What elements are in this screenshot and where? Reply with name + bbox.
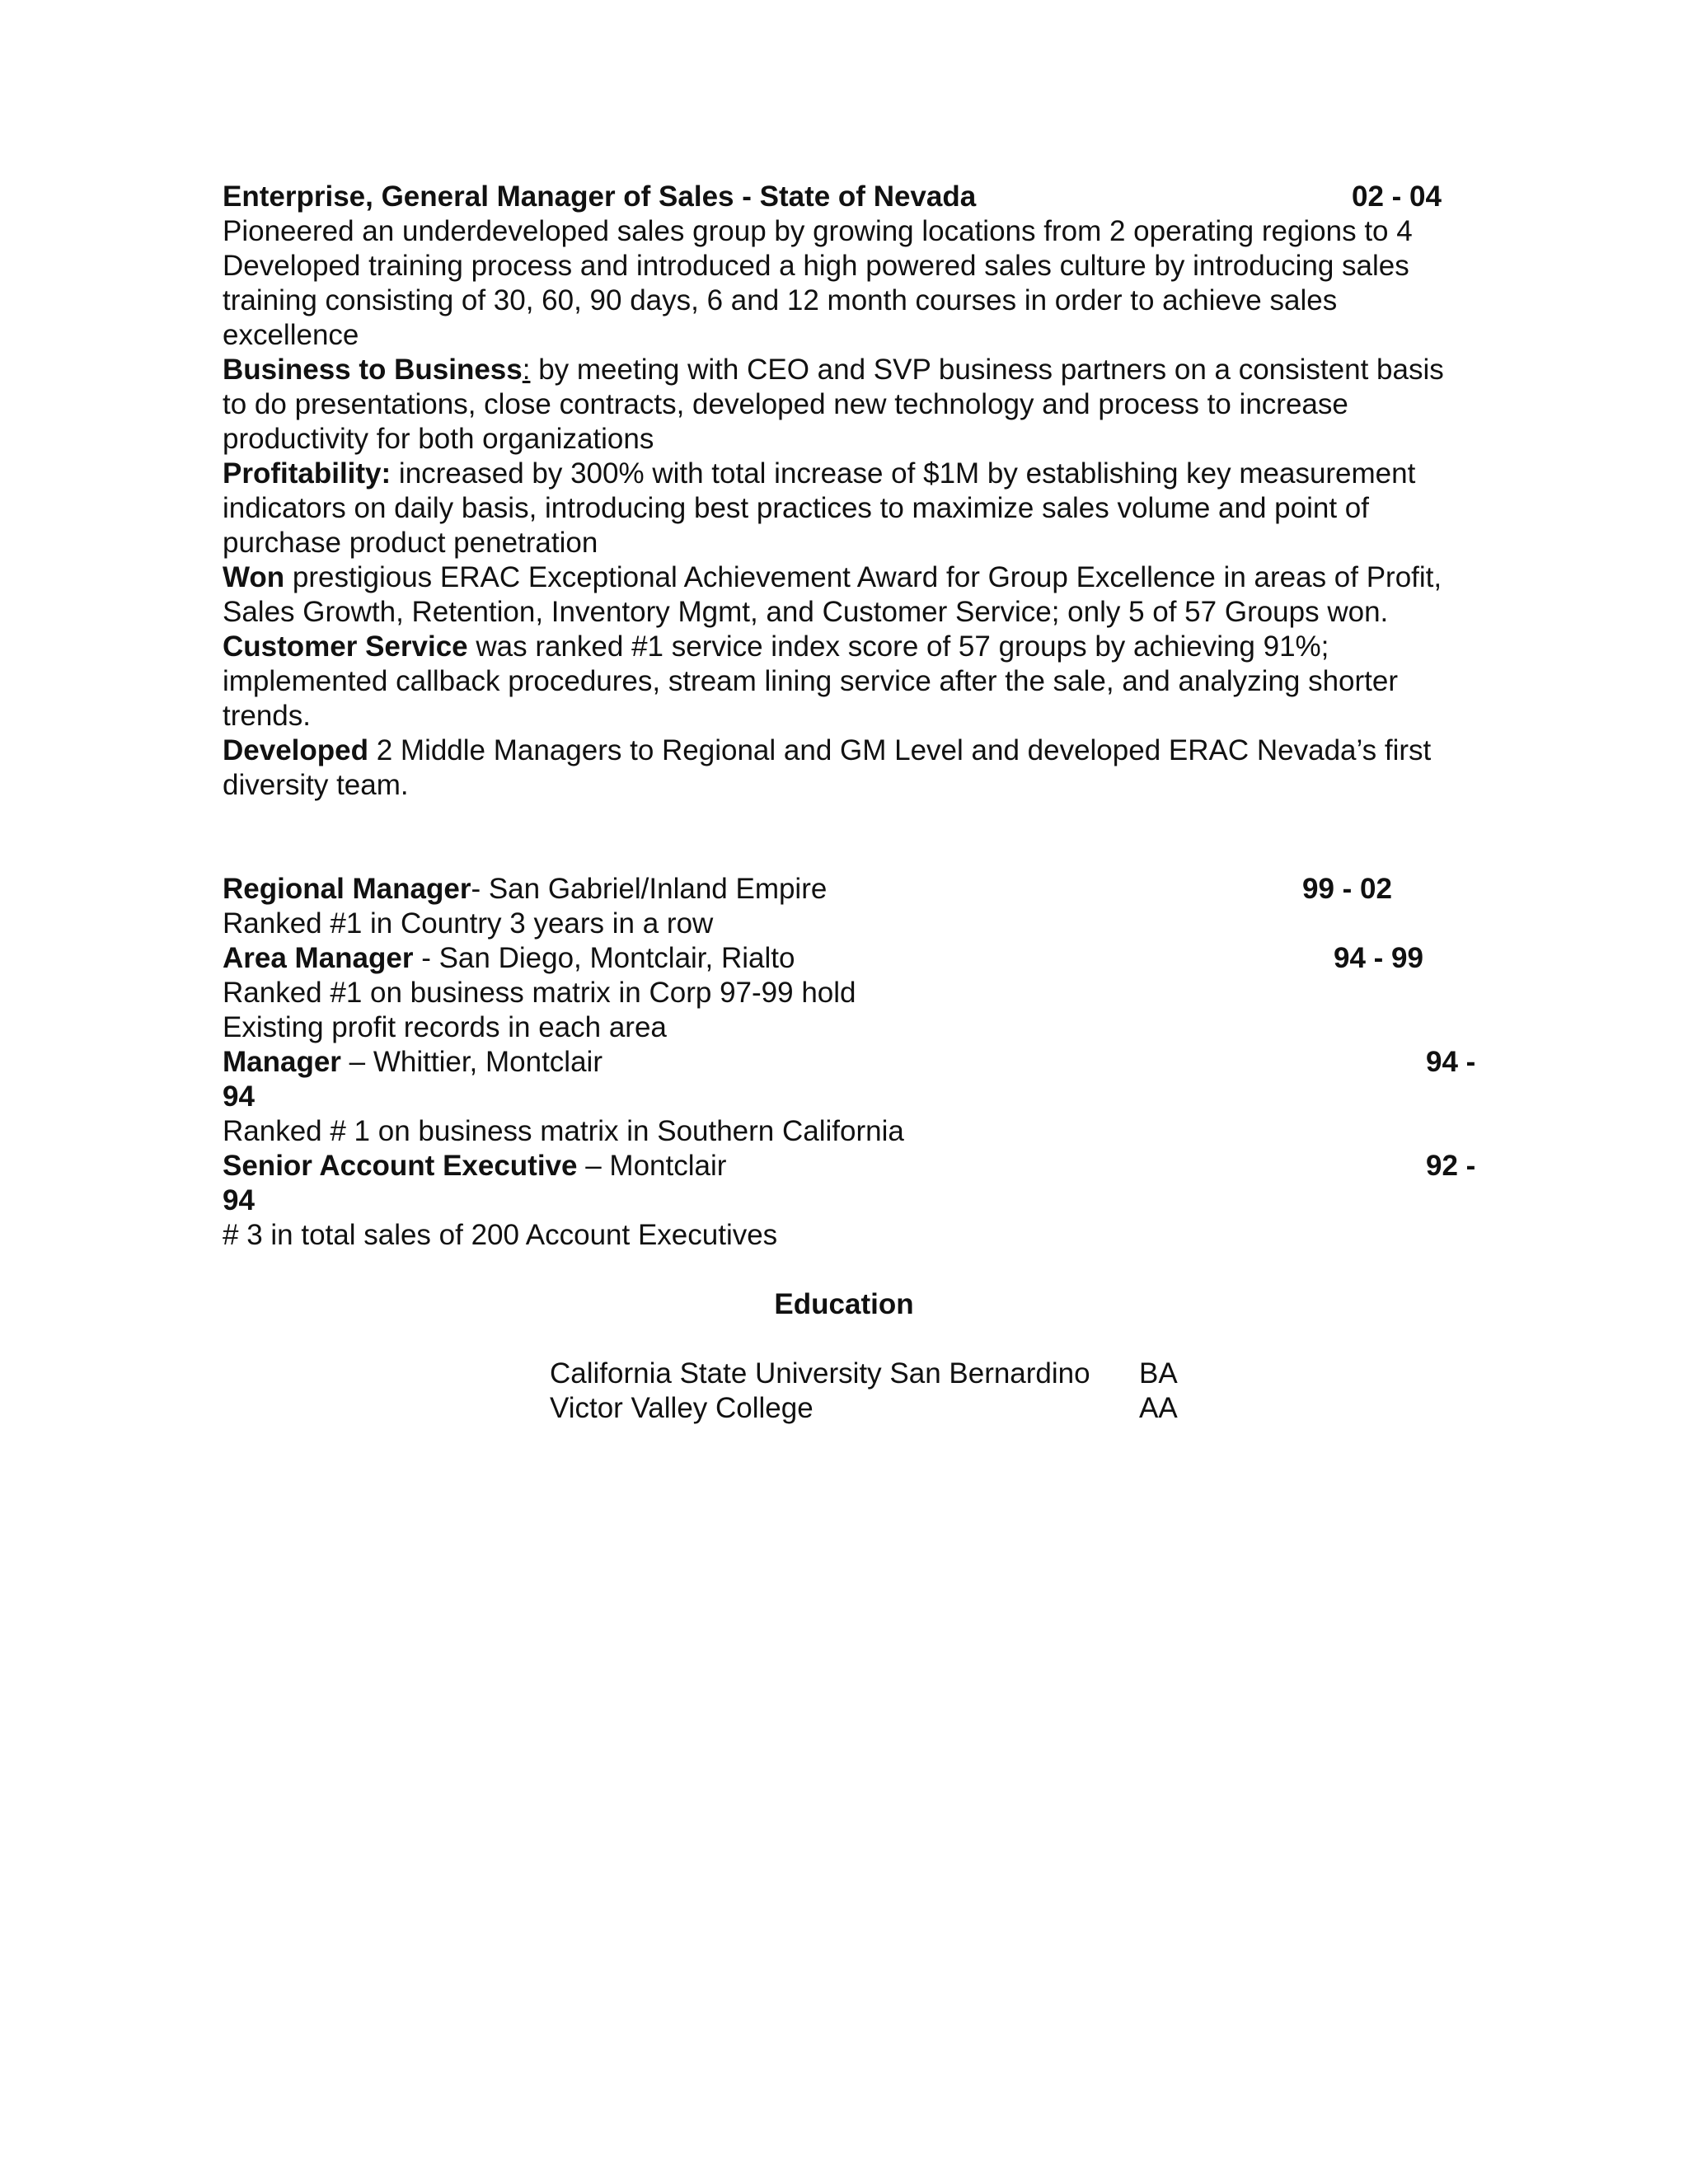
won-label: Won [223, 561, 285, 593]
education-heading: Education [774, 1288, 914, 1320]
enterprise-text-line: Pioneered an underdeveloped sales group by growing locations from 2 operating regions to 4 [223, 215, 1413, 247]
customer-service-text-line: trends. [223, 700, 311, 732]
area-manager-note: Existing profit records in each area [223, 1011, 667, 1043]
profit-text-line: purchase product penetration [223, 527, 598, 559]
education-school: Victor Valley College [550, 1392, 814, 1424]
regional-manager-dates: 99 - 02 [1302, 873, 1392, 905]
enterprise-dates: 02 - 04 [1352, 180, 1442, 213]
b2b-colon: : [522, 354, 531, 386]
area-manager-label: Area Manager [223, 942, 414, 974]
won-text: prestigious ERAC Exceptional Achievement Award for Group Excellence in areas of Profit, [284, 561, 1442, 593]
developed-label: Developed [223, 734, 368, 766]
developed-text: 2 Middle Managers to Regional and GM Level and developed ERAC Nevada’s first [368, 734, 1432, 766]
area-manager-note: Ranked #1 on business matrix in Corp 97-99 hold [223, 977, 856, 1009]
senior-account-executive-note: # 3 in total sales of 200 Account Executives [223, 1219, 778, 1251]
developed-line [223, 733, 1431, 768]
profit-text: increased by 300% with total increase of $1M by establishing key measurement [391, 457, 1416, 490]
manager-dates-end: 94 [223, 1080, 255, 1113]
manager-line [223, 1045, 603, 1080]
manager-note: Ranked # 1 on business matrix in Southern California [223, 1115, 904, 1147]
customer-service-line [223, 630, 1329, 664]
b2b-label: Business to Business [223, 354, 523, 386]
area-manager-location: - San Diego, Montclair, Rialto [413, 942, 795, 974]
manager-label: Manager [223, 1046, 341, 1078]
won-text-line: Sales Growth, Retention, Inventory Mgmt, and Customer Service; only 5 of 57 Groups won. [223, 596, 1389, 628]
b2b-text-line: productivity for both organizations [223, 423, 654, 455]
enterprise-text-line: excellence [223, 319, 359, 351]
profit-line [223, 457, 1415, 491]
enterprise-text-line: Developed training process and introduced a high powered sales culture by introducing sales [223, 250, 1409, 282]
won-line [223, 560, 1442, 595]
regional-manager-location: - San Gabriel/Inland Empire [471, 873, 828, 905]
senior-account-executive-location: – Montclair [577, 1150, 727, 1182]
enterprise-text-line: training consisting of 30, 60, 90 days, 6 and 12 month courses in order to achieve sales [223, 284, 1338, 316]
customer-service-text-line: implemented callback procedures, stream lining service after the sale, and analyzing shorter [223, 665, 1398, 697]
customer-service-label: Customer Service [223, 630, 468, 663]
senior-account-executive-dates-end: 94 [223, 1184, 255, 1216]
senior-account-executive-label: Senior Account Executive [223, 1150, 578, 1182]
manager-dates-start: 94 - [1426, 1046, 1476, 1078]
senior-account-executive-line [223, 1149, 726, 1183]
regional-manager-line [223, 872, 827, 907]
education-degree: BA [1139, 1357, 1178, 1390]
regional-manager-label: Regional Manager [223, 873, 471, 905]
developed-text-line: diversity team. [223, 769, 409, 801]
enterprise-title: Enterprise, General Manager of Sales - State of Nevada [223, 180, 977, 213]
profit-label: Profitability: [223, 457, 392, 490]
senior-account-executive-dates-start: 92 - [1426, 1150, 1476, 1182]
regional-manager-note: Ranked #1 in Country 3 years in a row [223, 907, 714, 940]
manager-location: – Whittier, Montclair [340, 1046, 603, 1078]
area-manager-line [223, 941, 795, 976]
education-school: California State University San Bernardino [550, 1357, 1090, 1390]
b2b-text: by meeting with CEO and SVP business partners on a consistent basis [530, 354, 1444, 386]
b2b-text-line: to do presentations, close contracts, developed new technology and process to increase [223, 388, 1348, 420]
b2b-line [223, 353, 1444, 387]
area-manager-dates: 94 - 99 [1334, 942, 1423, 974]
education-degree: AA [1139, 1392, 1178, 1424]
customer-service-text: was ranked #1 service index score of 57 groups by achieving 91%; [467, 630, 1329, 663]
profit-text-line: indicators on daily basis, introducing best practices to maximize sales volume and point of [223, 492, 1369, 524]
